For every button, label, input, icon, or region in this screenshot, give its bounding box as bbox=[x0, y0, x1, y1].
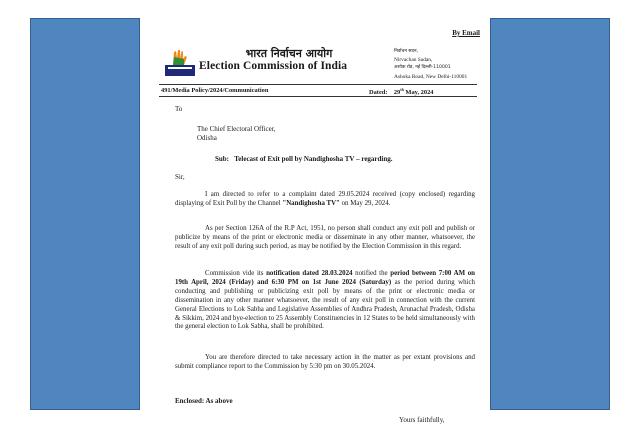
notification-date: notification dated 28.03.2024 bbox=[266, 270, 353, 277]
recipient-line: The Chief Electoral Officer, bbox=[197, 125, 276, 133]
header-rule-top bbox=[159, 84, 477, 85]
closing: Yours faithfully, bbox=[399, 416, 445, 424]
letter-document bbox=[141, 4, 490, 430]
right-background-panel bbox=[490, 18, 610, 410]
salutation: Sir, bbox=[175, 173, 185, 181]
letter-date: Dated: 29th May, 2024 bbox=[369, 87, 434, 97]
left-background-panel bbox=[30, 18, 140, 410]
reference-number: 491/Media Policy/2024/Communication bbox=[161, 87, 269, 94]
address-line: अशोक रोड, नई दिल्ली-110001 bbox=[394, 65, 451, 71]
recipient-line: Odisha bbox=[197, 134, 217, 142]
enclosed-note: Enclosed: As above bbox=[175, 397, 233, 405]
address-line: निर्वाचन सदन, bbox=[394, 49, 418, 54]
paragraph-2: As per Section 126A of the R.P Act, 1951, no person shall conduct any exit poll and publish or publicize by means of the print or electronic media or disseminate in any other manner, whatsoever, the result of any exit poll during such period, as may be notified by the Election Commission in this regard. bbox=[175, 225, 475, 250]
address-block bbox=[394, 48, 490, 81]
channel-name: "Nandighosha TV" bbox=[282, 199, 340, 207]
header-rule-bottom bbox=[159, 96, 477, 97]
paragraph-3: Commission vide its notification dated 28.03.2024 notified the period between 7:00 AM on 19th April, 2024 (Friday) and 6:30 PM on 1st June 2024 (Saturday) as the period during which conducting and publishing or publicizing exit poll by means of the print or electronic media or dissemination in any other manner whatsoever, the result of any exit poll in connection with the current General Elections to Lok Sabha and Legislative Assemblies of Andhra Pradesh, Arunachal Pradesh, Odisha & Sikkim, 2024 and bye-election to 25 Assembly Constituencies in 12 States to be held simultaneously with the general election to Lok Sabha, shall be prohibited. bbox=[175, 270, 475, 331]
address-line: Ashoka Road, New Delhi-110001 bbox=[394, 73, 468, 80]
recipient-block bbox=[197, 125, 397, 143]
address-line: Nirvachan Sadan, bbox=[394, 57, 433, 64]
to-label: To bbox=[175, 105, 183, 113]
paragraph-1: I am directed to refer to a complaint dated 29.05.2024 received (copy enclosed) regarding displaying of Exit Poll by the Channel "Nandighosha TV" on May 29, 2024. bbox=[175, 191, 475, 207]
eci-logo-icon bbox=[165, 48, 195, 76]
header-english-title: Election Commission of India bbox=[199, 60, 348, 72]
header-hindi-title: भारत निर्वाचन आयोग bbox=[245, 47, 333, 60]
subject-line: Sub: Telecast of Exit poll by Nandighosha TV – regarding. bbox=[215, 155, 393, 163]
by-email-label: By Email bbox=[452, 29, 480, 37]
paragraph-4: You are therefore directed to take necessary action in the matter as per extant provisions and submit compliance report to the Commission by 5:30 pm on 30.05.2024. bbox=[175, 354, 475, 370]
prohibition-period: period between 7:00 AM on 19th April, 2024 (Friday) and 6:30 PM on 1st June 2024 (Saturday) bbox=[175, 270, 475, 286]
